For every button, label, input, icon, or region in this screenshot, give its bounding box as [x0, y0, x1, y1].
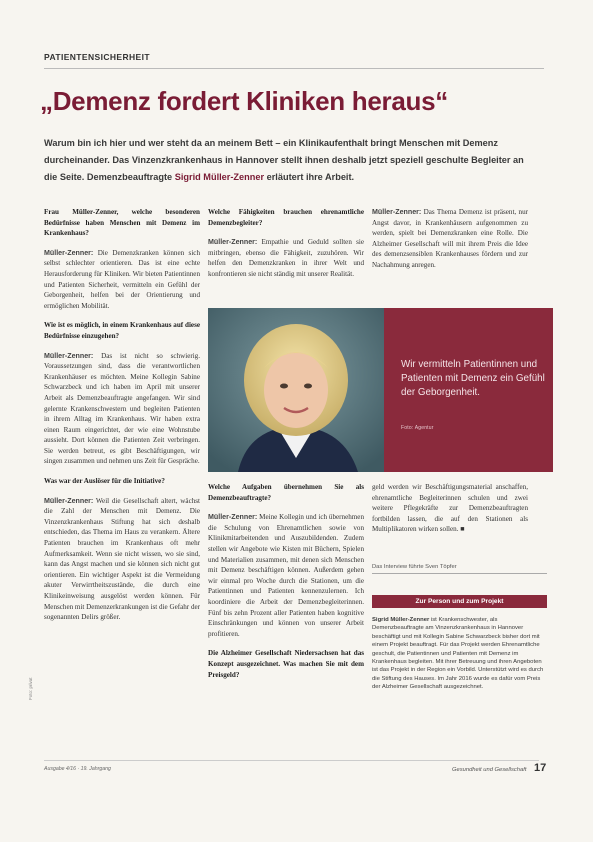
footer-issue: Ausgabe 4/16 · 19. Jahrgang — [44, 766, 111, 772]
lead-tail: erläutert ihre Arbeit. — [266, 172, 355, 182]
footer-publication: Gesundheit und Gesellschaft — [452, 767, 527, 773]
info-text: ist Krankenschwester, als Demenzbeauftragte am Vinzenzkrankenhaus in Hannover beschäftigt und mit Kollegin Sabine Schwarzbeck bisher dort mit einem Projekt beauftragt. Für das Projekt werden Ehrenamtliche geschult, die Patientinnen und Patienten mit Demenz im Krankenhaus begleiten. Mit ihrer Betreuung und ihren Angeboten ist das Projekt in der Region ein Vorbild. Unterstützt wird es durch die Stiftung des Hauses. Im Jahr 2016 wurde es dafür vom Preis der Alzheimer Gesellschaft ausgezeichnet. — [372, 617, 544, 691]
margin-credit: Foto: privat — [28, 677, 33, 700]
answer-3 — [44, 496, 200, 623]
answer-6 — [208, 512, 364, 639]
answer-text: Meine Kollegin und ich übernehmen die Schulung von Ehrenamtlichen sowie von Klinikmitarbeitenden und Auszubildenden. Zudem stellen wir Angebote wie Kisten mit Büchern, Spielen und Materialien zusammen, mit denen sich Menschen mit Demenz beschäftigen können. Außerdem gehen wir einmal pro Woche durch die Stationen, um die Patientinnen und Patienten kennenzulernen. Ich koordiniere die Arbeit der Demenzbegleiterinnen. Fünf bis zehn Prozent aller Patienten haben kognitive Einschränkungen und können von unserer Arbeit profitieren. — [208, 513, 364, 638]
column-1 — [44, 207, 200, 817]
info-box-body — [372, 616, 547, 748]
answer-4 — [208, 237, 364, 279]
question-7: Die Alzheimer Gesellschaft Niedersachsen hat das Konzept ausgezeichnet. Was machen Sie mit dem Preisgeld? — [208, 649, 364, 679]
answer-text: Das ist nicht so schwierig. Voraussetzungen sind, dass die verantwortlichen Krankenhäuser es möchten. Meine Kollegin Sabine Schwarzbeck und ich haben im April mit unserer Arbeit als Demenzbeauftragte angefangen. Wir sind gelernte Krankenschwestern und begleiten Patienten in ihrem Alltag im Krankenhaus. Wir haben extra einen Raum eingerichtet, der wie eine Wohnstube aussieht. Dort können die Patienten Zeit verbringen. Sie werden betreut, es gibt Beschäftigungen, wir singen zusammen und nehmen uns Zeit für Gespräche. — [44, 351, 200, 466]
portrait-illustration — [208, 308, 384, 472]
page-number: 17 — [534, 762, 547, 774]
question-4: Welche Fähigkeiten brauchen ehrenamtliche Demenzbegleiter? — [208, 208, 364, 227]
column-3-top — [372, 207, 528, 302]
answer-text: Die Demenzkranken können sich selbst schlechter orientieren. Das ist eine echte Herausforderung für Kliniken. Wir bieten Patientinnen und Patienten Sicherheit, vermitteln ein Gefühl der Geborgenheit, helfen bei der Orientierung und ermöglichen Mobilität. — [44, 248, 200, 310]
answer-text: Weil die Gesellschaft altert, wächst die Zahl der Menschen mit Demenz. Die Vinzenzkrankenhaus Stiftung hat sich deshalb entschieden, das Thema im Haus zu verankern. Ältere Patienten brauchen im Krankenhaus oft mehr Aufmerksamkeit. Wenn sie nicht wissen, wo sie sind, kann das Angst machen und sie können sich nicht gut orientieren. Ein wichtiger Aspekt ist die Vermeidung akuter Verwirrtheitszustände, die durch eine Klinikeinweisung ausgelöst werden können. Für Menschen mit Demenzerkrankungen ist die Gefahr der sogenannten Delirs größer. — [44, 496, 200, 622]
kicker-divider — [44, 68, 544, 69]
speaker-label: Müller-Zenner: — [208, 513, 258, 522]
info-name: Sigrid Müller-Zenner — [372, 617, 430, 623]
article-headline: „Demenz fordert Kliniken heraus“ — [40, 86, 448, 116]
answer-2 — [44, 351, 200, 468]
section-kicker: PATIENTENSICHERHEIT — [44, 52, 150, 62]
pull-quote: Wir vermitteln Patientinnen und Patienten mit Demenz ein Gefühl der Geborgenheit. — [401, 359, 545, 398]
column-2-bottom — [208, 482, 364, 822]
answer-text: Empathie und Geduld sollten sie mitbringen, ebenso die Fähigkeit, zuzuhören. Wir helfen den Demenzkranken in ihrer Welt und konfrontieren sie nicht ständig mit unserer Realität. — [208, 238, 364, 278]
lead-name: Sigrid Müller-Zenner — [174, 172, 265, 182]
speaker-label: Müller-Zenner: — [208, 238, 258, 247]
column-3-bottom — [372, 482, 528, 557]
photo-credit: Foto: Agentur — [401, 425, 434, 431]
article-lead — [44, 135, 539, 186]
question-3: Was war der Auslöser für die Initiative? — [44, 477, 165, 486]
answer-5 — [372, 207, 528, 271]
lead-text: Warum bin ich hier und wer steht da an meinem Bett – ein Klinikaufenthalt bringt Menschen mit Demenz durcheinander. Das Vinzenzkrankenhaus in Hannover stellt ihnen deshalb jetzt speziell geschulte Begleiter an die Seite. Demenzbeauftragte — [44, 138, 524, 182]
question-6: Welche Aufgaben übernehmen Sie als Demenzbeauftragte? — [208, 483, 364, 502]
interview-author: Das Interview führte Sven Töpfer — [372, 564, 457, 570]
answer-1 — [44, 248, 200, 312]
portrait-photo — [208, 308, 384, 472]
speaker-label: Müller-Zenner: — [372, 208, 422, 216]
question-2: Wie ist es möglich, in einem Krankenhaus auf diese Bedürfnisse einzugehen? — [44, 321, 200, 340]
answer-text: Das Thema Demenz ist präsent, nur Angst davor, in Krankenhäusern aufgenommen zu werden, spielt bei Demenzkranken eine Rolle. Die Alzheimer Gesellschaft will mit ihrem Preis die Idee des demenzsensiblen Krankenhauses fördern und zur Nachahmung anregen. — [372, 208, 528, 269]
portrait-quote-box — [208, 308, 553, 472]
question-1: Frau Müller-Zenner, welche besonderen Bedürfnisse haben Menschen mit Demenz im Krankenhaus? — [44, 208, 200, 238]
answer-7: geld werden wir Beschäftigungsmaterial anschaffen, ehrenamtliche Begleiterinnen schulen und zwei weitere Pflegekräfte zur Demenzbeauftragten fortbilden lassen, die auf den Stationen als Multiplikatoren wirken sollen. ■ — [372, 483, 528, 534]
footer-divider — [44, 760, 539, 761]
column-2-top — [208, 207, 364, 302]
speaker-label: Müller-Zenner: — [44, 496, 94, 505]
author-divider — [372, 573, 547, 574]
info-box-heading: Zur Person und zum Projekt — [372, 595, 547, 608]
speaker-label: Müller-Zenner: — [44, 248, 94, 257]
speaker-label: Müller-Zenner: — [44, 351, 94, 360]
